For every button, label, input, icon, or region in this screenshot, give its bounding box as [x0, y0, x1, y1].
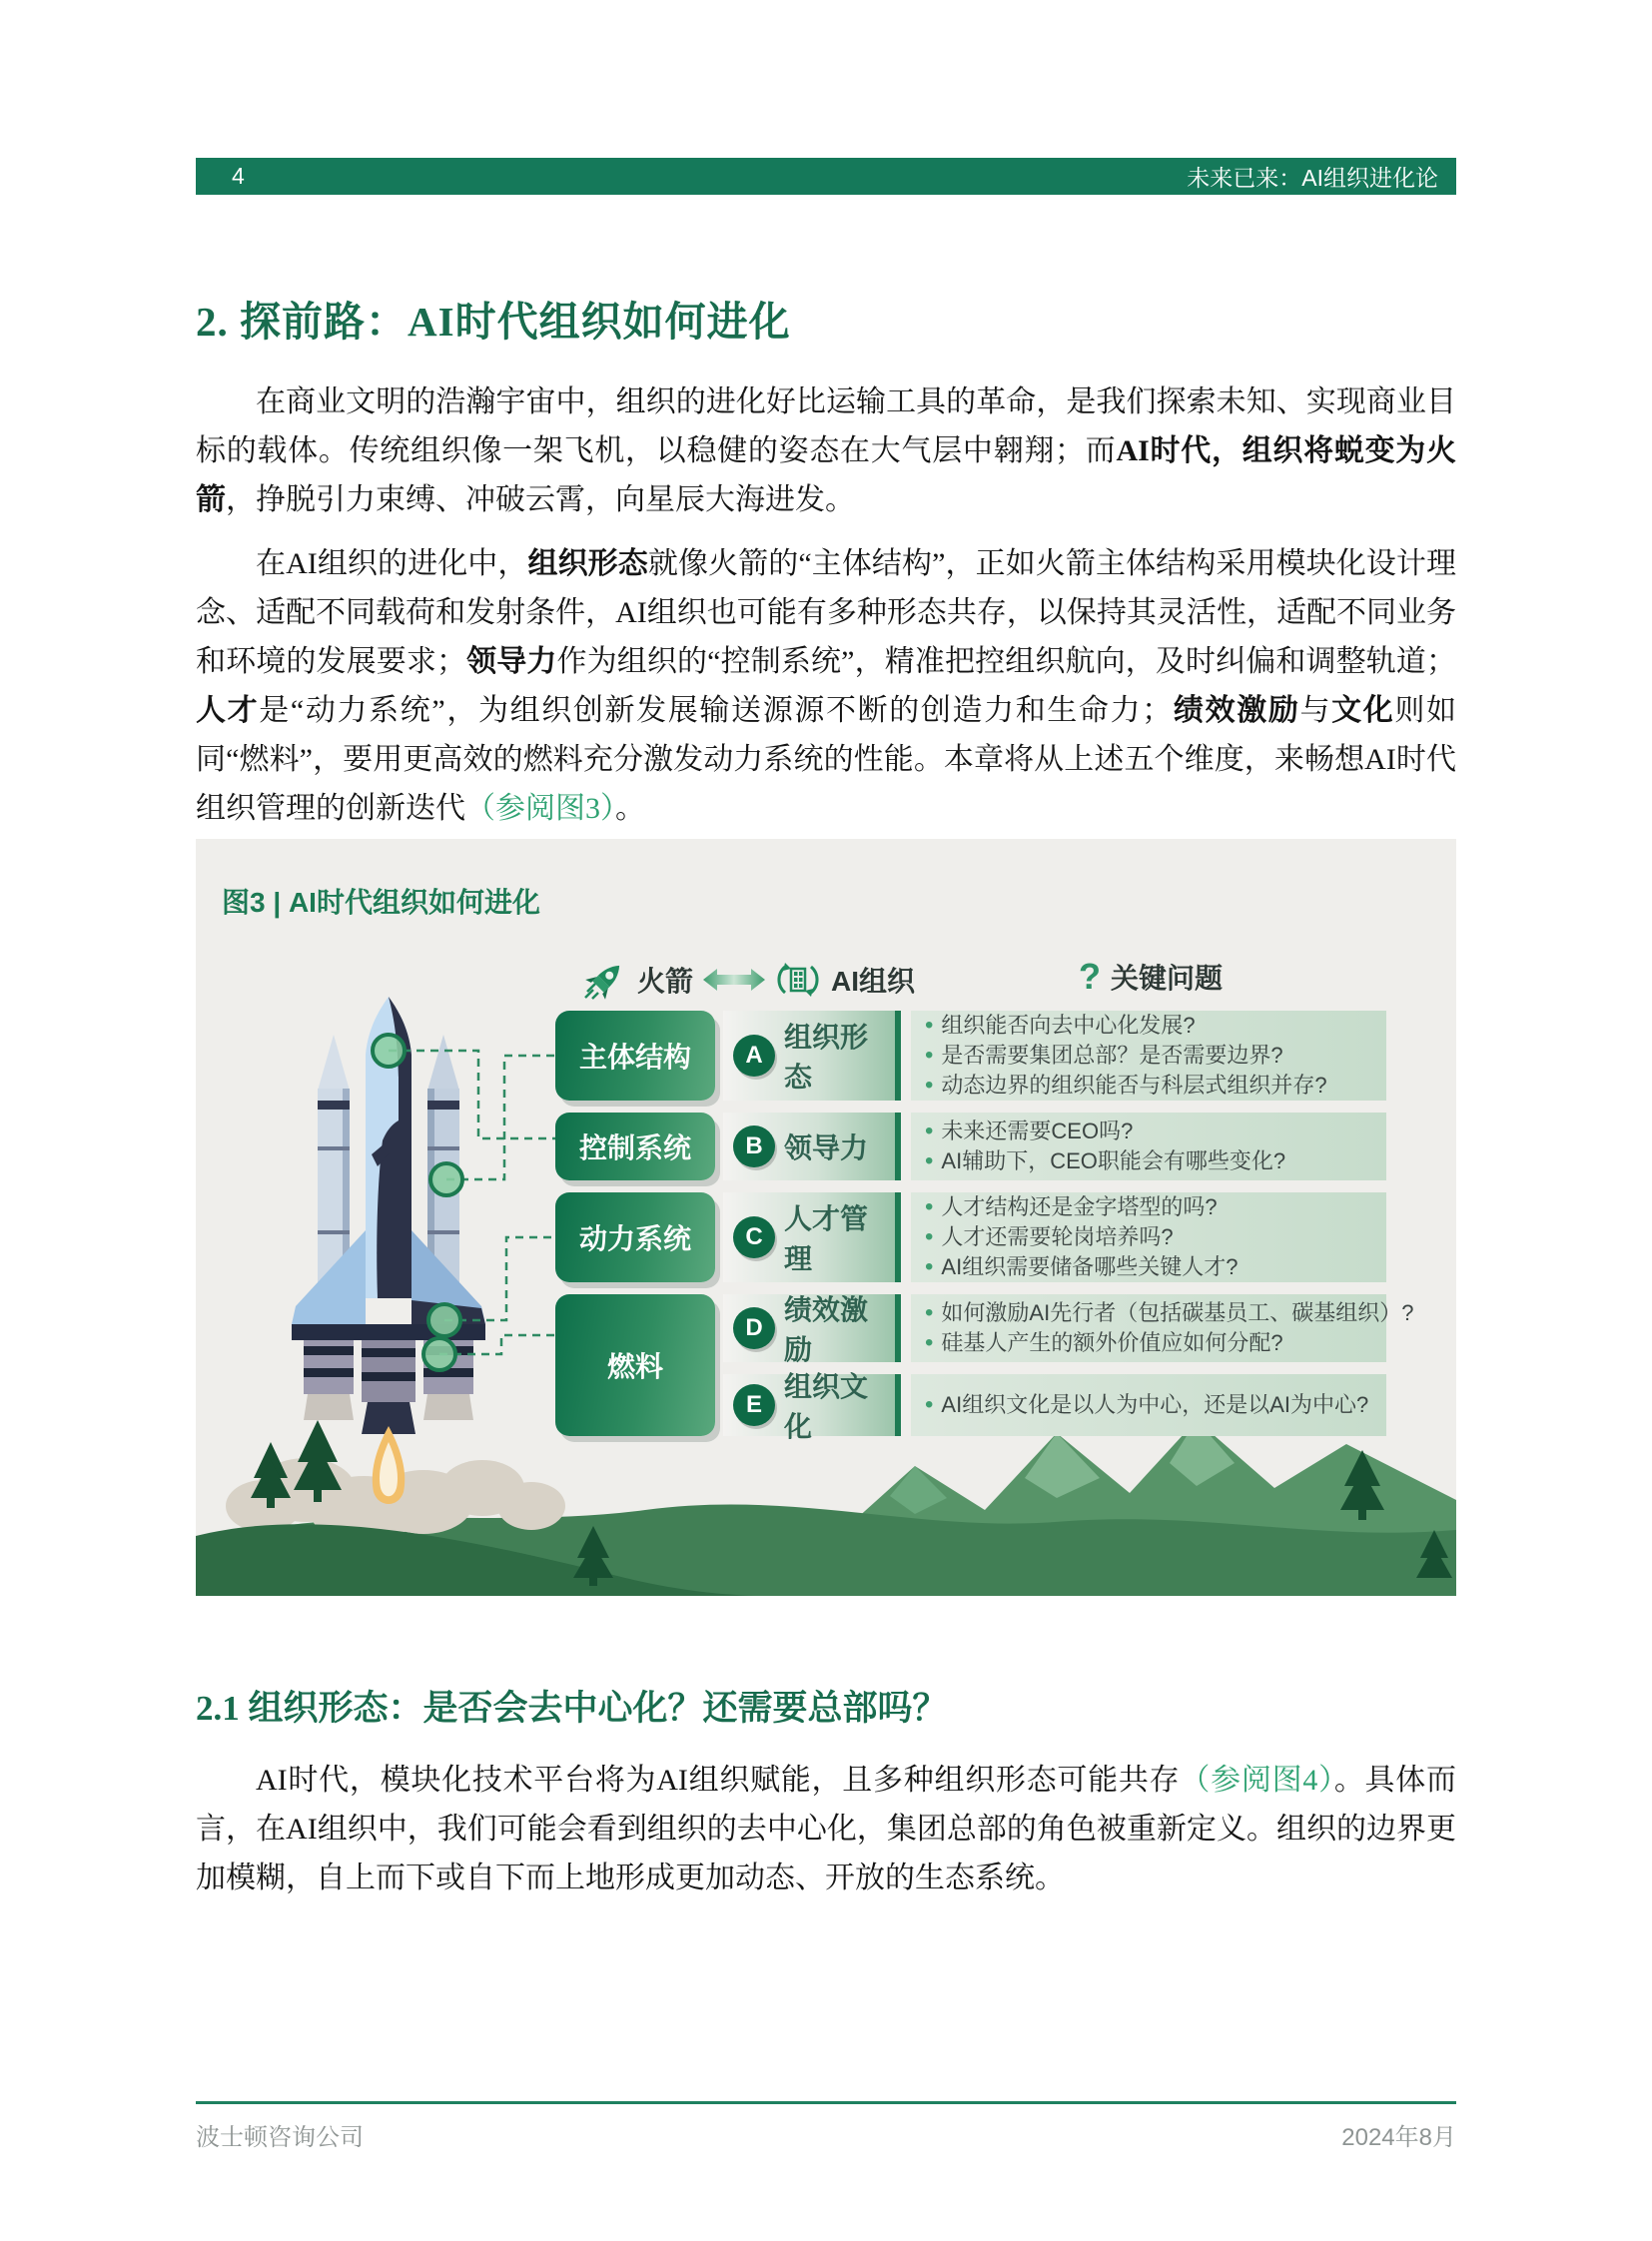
- rocket-icon: [583, 958, 627, 1002]
- double-arrow-icon: [703, 967, 765, 993]
- bullet-icon: •: [925, 1042, 934, 1069]
- question-item: • 人才结构还是金字塔型的吗?: [925, 1193, 1218, 1220]
- page-footer: [196, 2117, 1456, 2152]
- questions-talent: [911, 1192, 1386, 1282]
- para2-seg: 在AI组织的进化中，: [256, 547, 528, 580]
- question-item: • 硅基人产生的额外价值应如何分配?: [925, 1329, 1283, 1356]
- question-item: • AI组织文化是以人为中心，还是以AI为中心?: [925, 1391, 1369, 1418]
- bullet-icon: •: [925, 1391, 934, 1418]
- bullet-icon: •: [925, 1118, 934, 1144]
- para2-seg: 作为组织的“控制系统”，精准把控组织航向，及时纠偏和调整轨道；: [556, 645, 1457, 678]
- para2-bold: 领导力: [466, 645, 557, 678]
- part-label: 动力系统: [578, 1223, 691, 1254]
- para3-seg: 。具体而言，在AI组织中，我们可能会看到组织的去中心化，集团总部的角色被重新定义。组织的边界更加模糊，自上而下或自下而上地形成更加动态、开放的生态系统。: [196, 1764, 1457, 1894]
- para2-seg: 与: [1299, 694, 1332, 727]
- bullet-icon: •: [925, 1193, 934, 1220]
- bullet-icon: •: [925, 1223, 934, 1250]
- letter-badge: B: [733, 1125, 775, 1167]
- letter-badge: E: [733, 1384, 775, 1426]
- questions-leadership: [911, 1113, 1386, 1180]
- footer-date: 2024年8月: [1341, 2124, 1456, 2151]
- para2-bold: 组织形态: [527, 547, 648, 580]
- letter-badge: A: [733, 1035, 775, 1077]
- paragraph-1: [196, 377, 1456, 524]
- ai-org-cycle-icon: [775, 957, 821, 1003]
- part-label: 燃料: [606, 1351, 663, 1382]
- paragraph-3: [196, 1756, 1456, 1902]
- question-item: • 未来还需要CEO吗?: [925, 1118, 1134, 1144]
- question-item: • AI组织需要储备哪些关键人才?: [925, 1253, 1239, 1280]
- figure3-title: 图3 | AI时代组织如何进化: [222, 887, 540, 918]
- questions-org-form: [911, 1011, 1386, 1101]
- figure3-legend-questions: [1079, 957, 1223, 997]
- legend-rocket-label: 火箭: [637, 966, 694, 997]
- page-number: 4: [232, 163, 245, 189]
- footer-company: 波士顿咨询公司: [196, 2124, 364, 2151]
- para2-bold: 文化: [1331, 694, 1395, 727]
- section-heading: 2. 探前路：AI时代组织如何进化: [196, 299, 791, 345]
- question-item: • 人才还需要轮岗培养吗?: [925, 1223, 1174, 1250]
- bullet-icon: •: [925, 1299, 934, 1326]
- part-box-body-structure: [555, 1011, 715, 1101]
- part-box-control-system: [555, 1113, 715, 1180]
- bullet-icon: •: [925, 1329, 934, 1356]
- figure3-legend: [583, 957, 915, 1003]
- questions-incentives: [911, 1294, 1414, 1362]
- para1-text-2: ，挣脱引力束缚、冲破云霄，向星辰大海进发。: [226, 483, 855, 516]
- part-box-fuel: [555, 1294, 715, 1436]
- part-label: 控制系统: [578, 1132, 691, 1163]
- part-box-power-system: [555, 1192, 715, 1282]
- para2-bold: 绩效激励: [1172, 694, 1300, 727]
- figure4-reference-link[interactable]: （参阅图4）: [1180, 1764, 1334, 1797]
- para1-text: 在商业文明的浩瀚宇宙中，组织的进化好比运输工具的革命，是我们探索未知、实现商业目标的载体。传统组织像一架飞机，以稳健的姿态在大气层中翱翔；而: [196, 385, 1456, 467]
- page-header: [196, 158, 1456, 195]
- header-title: 未来已来：AI组织进化论: [1187, 165, 1438, 191]
- bullet-icon: •: [925, 1072, 934, 1099]
- para2-bold: 人才: [196, 694, 260, 727]
- para2-seg: 是“动力系统”，为组织创新发展输送源源不断的创造力和生命力；: [259, 694, 1173, 727]
- question-item: • 是否需要集团总部？是否需要边界?: [925, 1042, 1283, 1069]
- legend-org-label: AI组织: [831, 966, 916, 997]
- footer-divider: [196, 2101, 1456, 2104]
- para3-seg: AI时代，模块化技术平台将为AI组织赋能，且多种组织形态可能共存: [256, 1764, 1181, 1797]
- paragraph-2: [196, 539, 1456, 833]
- letter-badge: C: [733, 1216, 775, 1258]
- figure3: [196, 839, 1456, 1596]
- bullet-icon: •: [925, 1147, 934, 1174]
- question-item: • 组织能否向去中心化发展?: [925, 1012, 1196, 1039]
- question-item: • 如何激励AI先行者（包括碳基员工、碳基组织）?: [925, 1299, 1414, 1326]
- part-label: 主体结构: [578, 1042, 691, 1073]
- dimension-leadership: B 领导力: [723, 1113, 901, 1180]
- letter-badge: D: [733, 1307, 775, 1349]
- dimension-org-form: A 组织形态: [723, 1011, 901, 1101]
- question-mark-icon: ?: [1079, 956, 1101, 997]
- bullet-icon: •: [925, 1012, 934, 1039]
- dimension-culture: E 组织文化: [723, 1374, 901, 1436]
- legend-questions-label: 关键问题: [1111, 963, 1224, 994]
- para2-seg: 则如同“燃料”，要用更高效的燃料充分激发动力系统的性能。本章将从上述五个维度，来畅想AI时代组织管理的创新迭代: [196, 694, 1457, 825]
- dimension-incentives: D 绩效激励: [723, 1294, 901, 1362]
- questions-culture: [911, 1374, 1386, 1436]
- dimension-talent: C 人才管理: [723, 1192, 901, 1282]
- section21-heading: 2.1 组织形态：是否会去中心化？还需要总部吗？: [196, 1689, 948, 1728]
- figure3-reference-link[interactable]: （参阅图3）: [465, 792, 615, 825]
- bullet-icon: •: [925, 1253, 934, 1280]
- question-item: • 动态边界的组织能否与科层式组织并存?: [925, 1072, 1327, 1099]
- para2-seg: 。: [615, 792, 645, 825]
- question-item: • AI辅助下，CEO职能会有哪些变化?: [925, 1147, 1286, 1174]
- para1-bold: AI时代，组织将蜕变为火箭: [196, 434, 1457, 516]
- para2-seg: 就像火箭的“主体结构”，正如火箭主体结构采用模块化设计理念、适配不同载荷和发射条件，AI组织也可能有多种形态共存，以保持其灵活性，适配不同业务和环境的发展要求；: [196, 547, 1457, 678]
